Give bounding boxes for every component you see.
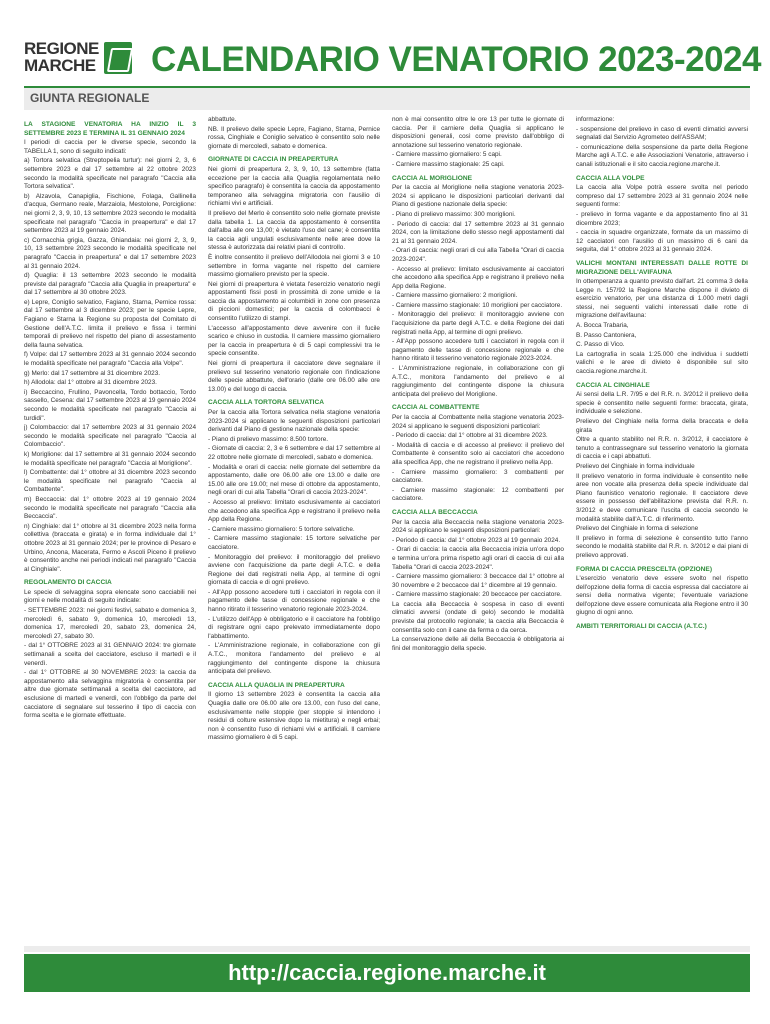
paragraph: b) Alzavola, Canapiglia, Fischione, Folaga, Gallinella d'acqua, Germano reale, Marzaiola, Mestolone, Porciglione: nei giorni 2, 3, 9, 10, 13 settembre 2023 secondo le modalità specificate nel paragrafo "Caccia in preapertura" e dal 17 settembre 2023 al 19 gennaio 2024. bbox=[24, 192, 196, 235]
paragraph: - L'Amministrazione regionale, in collaborazione con gli A.T.C., monitora l'andamento del prelievo e al raggiungimento del contingente dispone la chiusura anticipata del prelievo del Moriglione. bbox=[392, 365, 564, 398]
paragraph: l) Combattente: dal 1° ottobre al 31 dicembre 2023 secondo le modalità specificate nel paragrafo "Caccia al Combattente". bbox=[24, 469, 196, 494]
logo-line-2: MARCHE bbox=[24, 56, 96, 75]
paragraph: d) Quaglia: il 13 settembre 2023 secondo le modalità previste dal paragrafo "Caccia alla Quaglia in preapertura" e dal 17 settembre al 30 ottobre 2023. bbox=[24, 272, 196, 297]
paragraph: - L'utilizzo dell'App è obbligatorio e il cacciatore ha l'obbligo di registrare ogni capo prelevato immediatamente dopo l'abbattimento. bbox=[208, 615, 380, 640]
paragraph: Per la caccia al Moriglione nella stagione venatoria 2023-2024 si applicano le disposizioni particolari derivanti dal Piano di gestione nazionale della specie: bbox=[392, 184, 564, 209]
paragraph: informazione: bbox=[576, 116, 615, 123]
section-heading: VALICHI MONTANI INTERESSATI DALLE ROTTE DI MIGRAZIONE DELL'AVIFAUNA bbox=[576, 259, 748, 276]
paragraph: Nei giorni di preapertura è vietata l'esercizio venatorio negli appostamenti fissi posti in prossimità di zone umide e la caccia da appostamento ai columbidi in zone con presenza di piccioni domestici; per la caccia di colombacci è consentito l'utilizzo di stampi. bbox=[208, 280, 380, 323]
paragraph: - All'App possono accedere tutti i cacciatori in regola con il pagamento delle tasse di concessione regionale e che hanno ritirato il tesserino venatorio regionale 2023-2024. bbox=[392, 338, 564, 363]
paragraph: - Modalità e orari di caccia: nelle giornate del settembre da appostamento, dalle ore 06.00 alle ore 13.00 e dalle ore 15.00 alle ore 19.00; nel mese di ottobre da appostamento, negli orari di cui alla Tabella "Orari di caccia 2023-2024". bbox=[208, 463, 380, 497]
paragraph: Il prelievo venatorio in forma individuale è consentito nelle aree non vocate alla presenza della specie individuate dal Piano faunistico venatorio regionale. Il cacciatore deve essere in possesso dell'abilitazione prevista dal R.R. n. 3/2012 e deve comunicare l'uscita di caccia secondo le modalità stabilite dall'A.T.C. di riferimento. bbox=[576, 472, 748, 523]
paragraph: Il giorno 13 settembre 2023 è consentita la caccia alla Quaglia dalle ore 06.00 alle ore 13.00, con l'uso del cane, esclusivamente nelle stoppie (per stoppie si intendono i residui di colture estensive dopo la mietitura) e negli erbai; non è consentito l'uso di richiami vivi e artificiali. Il carniere massimo giornaliero è di 5 capi. bbox=[208, 691, 380, 742]
website-link[interactable]: http://caccia.regione.marche.it bbox=[228, 960, 546, 985]
section-heading: CACCIA ALLA VOLPE bbox=[576, 174, 645, 182]
paragraph: non è mai consentito oltre le ore 13 per tutte le giornate di caccia. Per il carniere della Quaglia si applicano le disposizioni generali, così come previsto dall'obbligo di annotazione sul tesserino venatorio regionale. bbox=[392, 116, 564, 149]
paragraph: Prelievo del Cinghiale in forma di selezione bbox=[576, 525, 699, 533]
logo-line-1: REGIONE bbox=[24, 39, 99, 58]
paragraph: La conservazione delle ali della Beccaccia è obbligatoria ai fini del monitoraggio della specie. bbox=[392, 636, 564, 652]
paragraph: - Accesso al prelievo: limitato esclusivamente ai cacciatori che accedono alla specifica App e registrano il prelievo nella App della Regione. bbox=[208, 498, 380, 524]
section-heading: AMBITI TERRITORIALI DI CACCIA (A.T.C.) bbox=[576, 623, 707, 631]
paragraph: m) Beccaccia: dal 1° ottobre 2023 al 19 gennaio 2024 secondo le modalità specificate nel paragrafo "Caccia alla Beccaccia". bbox=[24, 495, 196, 521]
paragraph: - Carniere massimo stagionale: 10 moriglioni per cacciatore. bbox=[392, 301, 563, 309]
paragraph: - SETTEMBRE 2023: nei giorni festivi, sabato e domenica 3, mercoledì 6, sabato 9, domenica 10, mercoledì 13, domenica 17, mercoledì 20, sabato 23, domenica 24, mercoledì 27, sabato 30. bbox=[24, 607, 196, 640]
paragraph: k) Moriglione: dal 17 settembre al 31 gennaio 2024 secondo le modalità specificate nel paragrafo "Caccia al Moriglione". bbox=[24, 450, 196, 467]
paragraph: Oltre a quanto stabilito nel R.R. n. 3/2012, il cacciatore è tenuto a contrassegnare sul tesserino venatorio la giornata di caccia e i capi abbattuti. bbox=[576, 436, 748, 461]
paragraph: - Monitoraggio del prelievo: il monitoraggio avviene con l'acquisizione da parte degli A.T.C. e della Regione dei dati registrati nella App, al termine di ogni prelievo. bbox=[392, 311, 564, 336]
page-title: CALENDARIO VENATORIO 2023-2024 bbox=[151, 40, 761, 79]
paragraph: Prelievo del Cinghiale nella forma della braccata e della girata bbox=[576, 418, 748, 434]
logo-text bbox=[24, 40, 104, 74]
paragraph: - Piano di prelievo massimo: 300 moriglioni. bbox=[392, 210, 516, 218]
paragraph: - Carniere massimo giornaliero: 5 tortore selvatiche. bbox=[208, 525, 355, 533]
paragraph: - Orari di caccia: la caccia alla Beccaccia inizia un'ora dopo e termina un'ora prima rispetto agli orari di caccia di cui alla Tabella "Orari di caccia 2023-2024". bbox=[392, 546, 564, 571]
paragraph: - Periodo di caccia: dal 17 settembre 2023 al 31 gennaio 2024, con la limitazione dello stesso negli appostamenti dal 21 al 31 gennaio 2024. bbox=[392, 220, 564, 245]
text-columns bbox=[24, 116, 750, 946]
paragraph: - Accesso al prelievo: limitato esclusivamente ai cacciatori che accedono alla specifica App e registrano il prelievo nella App della Regione. bbox=[392, 265, 564, 290]
paragraph: c) Cornacchia grigia, Gazza, Ghiandaia: nei giorni 2, 3, 9, 10, 13 settembre 2023 secondo le modalità specificate nel paragrafo "Caccia in preapertura" e dal 17 settembre 2023 al 31 gennaio 2024. bbox=[24, 236, 196, 270]
paragraph: - Periodo di caccia: dal 1° ottobre 2023 al 19 gennaio 2024. bbox=[392, 536, 561, 544]
paragraph: - Piano di prelievo massimo: 8.500 tortore. bbox=[208, 435, 329, 443]
paragraph: - dal 1° OTTOBRE al 30 NOVEMBRE 2023: la caccia da appostamento alla selvaggina migratoria è consentita per altre due giornate settimanali a scelta del cacciatore, ad esclusione di martedì e venerdì, con l'obbligo da parte del cacciatore di segnalare sul tesserino il tipo di caccia con forma scelta e le giornate effettuate. bbox=[24, 669, 196, 720]
paragraph: - Modalità di caccia e di accesso al prelievo: il prelievo del Combattente è consentito solo ai cacciatori che accedono alla specifica App, che ne registrano il prelievo nella App. bbox=[392, 441, 564, 466]
section-heading: LA STAGIONE VENATORIA HA INIZIO IL 3 SETTEMBRE 2023 E TERMINA IL 31 GENNAIO 2024 bbox=[24, 121, 196, 137]
paragraph: Le specie di selvaggina sopra elencate sono cacciabili nei giorni e nelle modalità di seguito indicate: bbox=[24, 588, 196, 605]
paragraph: - caccia in squadre organizzate, formate da un massimo di 12 cacciatori con l'ausilio di un massimo di 6 cani da seguita, dal 1° ottobre 2023 al 31 gennaio 2024. bbox=[576, 229, 748, 254]
paragraph: - L'Amministrazione regionale, in collaborazione con gli A.T.C., monitora l'andamento del prelievo e al raggiungimento del contingente dispone la chiusura anticipata del prelievo. bbox=[208, 642, 380, 676]
paragraph: g) Merlo: dal 17 settembre al 31 dicembre 2023. bbox=[24, 369, 161, 377]
section-heading: CACCIA ALLA QUAGLIA IN PREAPERTURA bbox=[208, 681, 345, 689]
paragraph: Il prelievo del Merlo è consentito solo nelle giornate previste dalla tabella 1. La caccia da appostamento è consentita dall'alba alle ore 13,00; è vietato l'uso del cane; è consentita la caccia agli ungulati esclusivamente nelle aree dove la stessa è autorizzata dai relativi piani di controllo. bbox=[208, 209, 380, 252]
paragraph: I periodi di caccia per le diverse specie, secondo la TABELLA 1, sono di seguito indicati: bbox=[24, 139, 196, 155]
section-heading: FORMA DI CACCIA PRESCELTA (OPZIONE) bbox=[576, 565, 713, 573]
paragraph: In ottemperanza a quanto previsto dall'art. 21 comma 3 della Legge n. 157/92 la Regione Marche dispone il divieto di esercizio venatorio, per una distanza di 1.000 metri dagli stessi, nei seguenti valichi interessati dalle rotte di migrazione dell'avifauna: bbox=[576, 278, 748, 320]
paragraph: È inoltre consentito il prelievo dell'Allodola nei giorni 3 e 10 settembre in forma vagante nel rispetto del carniere massimo giornaliero previsto per la specie. bbox=[208, 253, 380, 279]
paragraph: - Carniere massimo giornaliero: 3 combattenti per cacciatore. bbox=[392, 468, 564, 485]
paragraph: La caccia alla Volpe potrà essere svolta nel periodo compreso dal 17 settembre 2023 al 31 gennaio 2024 nelle seguenti forme: bbox=[576, 184, 748, 209]
paragraph: a) Tortora selvatica (Streptopelia turtur): nei giorni 2, 3, 6 settembre 2023 e dal 17 settembre al 22 ottobre 2023 secondo la modalità specificate nel paragrafo "Caccia alla Tortora selvatica". bbox=[24, 157, 196, 191]
paragraph: C. Passo di Vico. bbox=[576, 341, 625, 349]
paragraph: h) Allodola: dal 1° ottobre al 31 dicembre 2023. bbox=[24, 379, 157, 387]
paragraph: - prelievo in forma vagante e da appostamento fino al 31 dicembre 2023; bbox=[576, 210, 748, 227]
paragraph: e) Lepre, Coniglio selvatico, Fagiano, Starna, Pernice rossa: dal 17 settembre al 3 dicembre 2023; per le specie Lepre, Fagiano e Starna la Regione su proposta del Comitato di Gestione dell'A.T.C. limita il prelievo e fissa i termini temporali di prelievo nel rispetto del piano di assestamento della fauna selvatica. bbox=[24, 298, 196, 349]
paragraph: - All'App possono accedere tutti i cacciatori in regola con il pagamento delle tasse di concessione regionale e che hanno ritirato il tesserino venatorio regionale 2023-2024. bbox=[208, 588, 380, 614]
paragraph: - Carniere massimo stagionale: 20 beccacce per cacciatore. bbox=[392, 591, 562, 599]
paragraph: - sospensione del prelievo in caso di eventi climatici avversi segnalati dal Servizio Agrometeo dell'ASSAM; bbox=[576, 125, 748, 142]
paragraph: L'esercizio venatorio deve essere svolto nel rispetto dell'opzione della forma di caccia espressa dal cacciatore ai sensi della normativa vigente; l'eventuale variazione dell'opzione deve essere comunicata alla Regione entro il 30 giugno di ogni anno. bbox=[576, 575, 748, 617]
paragraph: Ai sensi della L.R. 7/95 e del R.R. n. 3/2012 il prelievo della specie è consentito nelle seguenti forme: braccata, girata, individuale e selezione. bbox=[576, 391, 748, 416]
paragraph: Per la caccia alla Beccaccia nella stagione venatoria 2023-2024 si applicano le seguenti disposizioni particolari: bbox=[392, 518, 564, 535]
regione-marche-logo bbox=[24, 40, 144, 80]
paragraph: Per la caccia alla Tortora selvatica nella stagione venatoria 2023-2024 si applicano le seguenti disposizioni particolari derivanti dal Piano di gestione nazionale della specie: bbox=[208, 409, 380, 434]
paragraph: - Carniere massimo stagionale: 12 combattenti per cacciatore. bbox=[392, 486, 564, 503]
section-heading: CACCIA AL MORIGLIONE bbox=[392, 174, 472, 182]
paragraph: La cartografia in scala 1:25.000 che individua i suddetti valichi e le aree di divieto è disponibile sul sito caccia.regione.marche.it. bbox=[576, 350, 748, 376]
paragraph: Nei giorni di preapertura 2, 3, 9, 10, 13 settembre (fatta eccezione per la caccia alla Quaglia regolamentata nello specifico paragrafo) è consentita la caccia da appostamento temporaneo alla selvaggina migratoria con l'ausilio di richiami vivi e artificiali. bbox=[208, 165, 380, 208]
document-page bbox=[24, 28, 761, 1004]
paragraph: i) Beccaccino, Frullino, Pavoncella, Tordo bottaccio, Tordo sassello, Cesena: dal 17 settembre 2023 al 19 gennaio 2024 secondo le modalità specificate nel paragrafo "Caccia ai turdidi". bbox=[24, 388, 196, 422]
paragraph: - Carniere massimo giornaliero: 3 beccacce dal 1° ottobre al 30 novembre e 2 beccacce dal 1° dicembre al 19 gennaio. bbox=[392, 573, 564, 589]
paragraph: - Periodo di caccia: dal 1° ottobre al 31 dicembre 2023. bbox=[392, 432, 548, 440]
paragraph: - comunicazione della sospensione da parte della Regione Marche agli A.T.C. e alle Associazioni Venatorie, attraverso i canali istituzionali e il sito caccia.regione.marche.it. bbox=[576, 143, 748, 168]
logo-emblem-icon bbox=[104, 42, 132, 74]
text-column-4 bbox=[576, 116, 748, 946]
paragraph: - Orari di caccia: negli orari di cui alla Tabella "Orari di caccia 2023-2024". bbox=[392, 247, 564, 263]
paragraph: f) Volpe: dal 17 settembre 2023 al 31 gennaio 2024 secondo le modalità specificate nel paragrafo "Caccia alla Volpe". bbox=[24, 351, 196, 368]
paragraph: Per la caccia al Combattente nella stagione venatoria 2023-2024 si applicano le seguenti disposizioni particolari: bbox=[392, 414, 564, 430]
section-heading: CACCIA ALLA TORTORA SELVATICA bbox=[208, 399, 324, 407]
section-heading: CACCIA AL COMBATTENTE bbox=[392, 404, 480, 412]
paragraph: - dal 1° OTTOBRE 2023 al 31 GENNAIO 2024: tre giornate settimanali a scelta del cacciatore, escluso il martedì e il venerdì. bbox=[24, 642, 196, 667]
text-column-3 bbox=[392, 116, 564, 946]
paragraph: L'accesso all'appostamento deve avvenire con il fucile scarico e chiuso in custodia. Il carniere massimo giornaliero per la caccia in preapertura è di 5 capi complessivi tra le specie consentite. bbox=[208, 324, 380, 358]
giunta-regionale-label: GIUNTA REGIONALE bbox=[30, 91, 150, 105]
section-heading: REGOLAMENTO DI CACCIA bbox=[24, 579, 112, 587]
footer-divider bbox=[24, 946, 750, 952]
paragraph: Prelievo del Cinghiale in forma individuale bbox=[576, 462, 695, 470]
paragraph: A. Bocca Trabaria, bbox=[576, 322, 629, 330]
paragraph: - Giornate di caccia: 2, 3 e 6 settembre e dal 17 settembre al 22 ottobre nelle giornate di mercoledì, sabato e domenica. bbox=[208, 445, 380, 461]
paragraph: - Carniere massimo giornaliero: 2 moriglioni. bbox=[392, 292, 518, 300]
section-heading: CACCIA AL CINGHIALE bbox=[576, 381, 650, 389]
paragraph: n) Cinghiale: dal 1° ottobre al 31 dicembre 2023 nella forma collettiva (braccata e girata) e in forma individuale dal 1° ottobre 2023 al 31 gennaio 2024; per le province di Pesaro e Urbino, Ancona, Macerata, Fermo e Ascoli Piceno il prelievo è consentito anche nei periodi indicati nel paragrafo "Caccia al Cinghiale". bbox=[24, 522, 196, 573]
paragraph: - Monitoraggio del prelievo: il monitoraggio del prelievo avviene con l'acquisizione da parte degli A.T.C. e della Regione dei dati registrati nella App, al termine di ogni giornata di caccia e di ogni prelievo. bbox=[208, 553, 380, 587]
section-band bbox=[24, 86, 750, 110]
paragraph: NB. Il prelievo delle specie Lepre, Fagiano, Starna, Pernice rossa, Cinghiale e Coniglio selvatico è consentito solo nelle giornate di mercoledì, sabato e domenica. bbox=[208, 125, 380, 150]
paragraph: - Carniere massimo stagionale: 15 tortore selvatiche per cacciatore. bbox=[208, 535, 380, 551]
paragraph: Il prelievo in forma di selezione è consentito tutto l'anno secondo le modalità stabilite dal R.R. n. 3/2012 e dai piani di prelievo approvati. bbox=[576, 534, 748, 559]
paragraph: B. Passo Cantoniera, bbox=[576, 331, 637, 339]
paragraph: La caccia alla Beccaccia è sospesa in caso di eventi climatici avversi (ondate di gelo) secondo le modalità previste dal protocollo regionale; la caccia alla Beccaccia è consentita solo con il cane da ferma o da cerca. bbox=[392, 600, 564, 634]
paragraph: Nei giorni di preapertura il cacciatore deve segnalare il prelievo sul tesserino venatorio regionale con l'indicazione delle specie abbattute, dell'orario (dalle ore 06.00 alle ore 13.00) e del luogo di caccia. bbox=[208, 360, 380, 393]
text-column-2 bbox=[208, 116, 380, 946]
text-column-1 bbox=[24, 116, 196, 946]
paragraph: - Carniere massimo giornaliero: 5 capi. bbox=[392, 151, 502, 159]
paragraph: - Carniere massimo stagionale: 25 capi. bbox=[392, 160, 505, 168]
paragraph: abbattute. bbox=[208, 116, 237, 123]
paragraph: j) Colombaccio: dal 17 settembre 2023 al 31 gennaio 2024 secondo le modalità specificate nel paragrafo "Caccia al Colombaccio". bbox=[24, 424, 196, 449]
footer-bar bbox=[24, 954, 750, 992]
header bbox=[24, 28, 761, 88]
section-heading: GIORNATE DI CACCIA IN PREAPERTURA bbox=[208, 156, 339, 164]
section-heading: CACCIA ALLA BECCACCIA bbox=[392, 508, 478, 516]
